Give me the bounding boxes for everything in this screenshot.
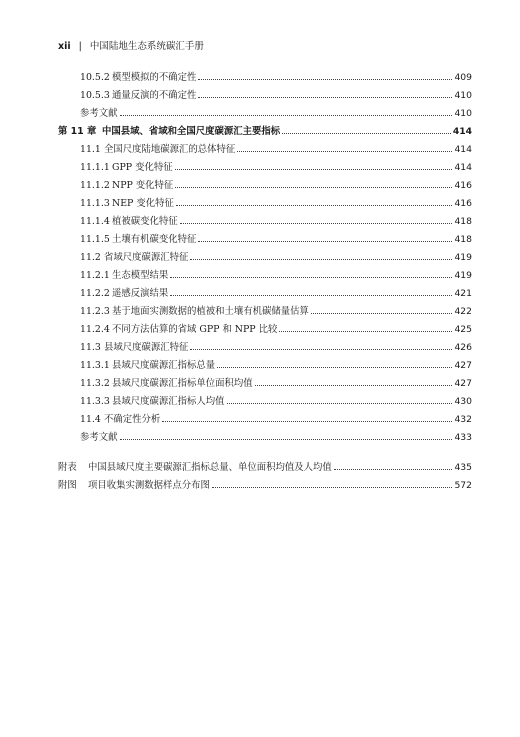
toc-entry-title: GPP 变化特征	[112, 162, 173, 173]
toc-entry-title: 不确定性分析	[104, 414, 161, 425]
toc-entry-title: 省域尺度碳源汇特征	[104, 252, 189, 263]
toc-entry-page: 410	[454, 90, 472, 101]
toc-entry[interactable]	[80, 70, 472, 84]
dot-leader	[120, 106, 453, 116]
dot-leader	[170, 268, 452, 278]
toc-entry-number: 11.3.2	[80, 378, 110, 389]
dot-leader	[311, 304, 453, 314]
toc-entry-number: 11.2.1	[80, 270, 110, 281]
toc-entry[interactable]	[80, 142, 472, 156]
toc-entry-title: 不同方法估算的省域 GPP 和 NPP 比较	[112, 324, 278, 335]
toc-entry-title: 县域尺度碳源汇指标人均值	[112, 396, 225, 407]
dot-leader	[282, 124, 451, 134]
header-separator: |	[78, 41, 82, 52]
dot-leader	[198, 232, 452, 242]
toc-entry-page: 416	[454, 180, 472, 191]
toc-entry-page: 430	[454, 396, 472, 407]
toc-entry-page: 414	[454, 144, 472, 155]
dot-leader	[120, 430, 453, 440]
toc-entry[interactable]	[80, 412, 472, 426]
dot-leader	[227, 394, 453, 404]
toc-entry-title: 植被碳变化特征	[112, 216, 178, 227]
dot-leader	[175, 160, 453, 170]
toc-entry[interactable]	[80, 376, 472, 390]
toc-entry[interactable]	[80, 250, 472, 264]
toc-entry-title: NEP 变化特征	[112, 198, 174, 209]
dot-leader	[180, 214, 453, 224]
toc-entry[interactable]	[80, 358, 472, 372]
toc-entry-title: 中国县域尺度主要碳源汇指标总量、单位面积均值及人均值	[88, 462, 332, 473]
toc-entry-page: 427	[454, 378, 472, 389]
running-header	[58, 41, 480, 53]
toc-entry-title: 参考文献	[80, 432, 118, 443]
dot-leader	[175, 178, 452, 188]
toc-entry-page: 409	[454, 72, 472, 83]
dot-leader	[190, 340, 452, 350]
toc-entry-page: 418	[454, 216, 472, 227]
dot-leader	[176, 196, 453, 206]
toc-entry-number: 11.1.4	[80, 216, 110, 227]
toc-entry-page: 421	[454, 288, 472, 299]
toc-entry-title: NPP 变化特征	[112, 180, 174, 191]
dot-leader	[217, 358, 452, 368]
toc-entry-page: 435	[454, 462, 472, 473]
dot-leader	[198, 88, 452, 98]
toc-entry[interactable]	[80, 160, 472, 174]
dot-leader	[237, 142, 452, 152]
toc-entry[interactable]	[80, 304, 472, 318]
toc-entry-number: 11.2.3	[80, 306, 110, 317]
toc-entry[interactable]	[58, 478, 472, 492]
page-number: xii	[58, 41, 71, 52]
toc-entry-title: 生态模型结果	[112, 270, 169, 281]
toc-entry[interactable]	[58, 460, 472, 474]
toc-entry-page: 414	[454, 162, 472, 173]
toc-entry-title: 基于地面实测数据的植被和土壤有机碳储量估算	[112, 306, 309, 317]
toc-entry-title: 遥感反演结果	[112, 288, 169, 299]
dot-leader	[334, 460, 453, 470]
toc-entry-title: 土壤有机碳变化特征	[112, 234, 197, 245]
toc-entry[interactable]	[80, 178, 472, 192]
dot-leader	[162, 412, 452, 422]
toc-entry-page: 426	[454, 342, 472, 353]
toc-entry[interactable]	[80, 394, 472, 408]
toc-entry-page: 433	[454, 432, 472, 443]
toc-entry-title: 中国县域、省域和全国尺度碳源汇主要指标	[102, 126, 281, 137]
toc-entry-number: 11.2.2	[80, 288, 110, 299]
toc-entry-title: 县域尺度碳源汇指标单位面积均值	[112, 378, 253, 389]
toc-entry-title: 项目收集实测数据样点分布图	[88, 480, 210, 491]
toc-entry[interactable]	[80, 88, 472, 102]
dot-leader	[198, 70, 452, 80]
toc-entry[interactable]	[80, 106, 472, 120]
toc-entry-number: 11.1	[80, 144, 101, 155]
toc-entry[interactable]	[80, 430, 472, 444]
toc-entry-number: 11.2	[80, 252, 101, 263]
toc-entry[interactable]	[80, 268, 472, 282]
toc-entry-page: 422	[454, 306, 472, 317]
toc-entry-number: 10.5.3	[80, 90, 110, 101]
toc-entry-number: 11.3.3	[80, 396, 110, 407]
toc-entry-number: 附表	[58, 462, 77, 473]
toc-entry[interactable]	[80, 340, 472, 354]
dot-leader	[170, 286, 452, 296]
toc-entry-number: 11.3.1	[80, 360, 110, 371]
toc-entry-title: 县域尺度碳源汇特征	[104, 342, 189, 353]
toc-entry-title: 全国尺度陆地碳源汇的总体特征	[104, 144, 236, 155]
toc-entry-title: 县域尺度碳源汇指标总量	[112, 360, 216, 371]
toc-entry-number: 11.3	[80, 342, 101, 353]
toc-entry-number: 11.2.4	[80, 324, 110, 335]
toc-entry-page: 432	[454, 414, 472, 425]
toc-entry-page: 425	[454, 324, 472, 335]
toc-entry-page: 419	[454, 270, 472, 281]
toc-entry-number: 11.1.1	[80, 162, 110, 173]
dot-leader	[190, 250, 452, 260]
toc-entry-page: 418	[454, 234, 472, 245]
toc-entry-title: 参考文献	[80, 108, 118, 119]
toc-entry-number: 11.1.3	[80, 198, 110, 209]
toc-entry-number: 10.5.2	[80, 72, 110, 83]
toc-entry-page: 416	[454, 198, 472, 209]
toc-entry-number: 11.1.5	[80, 234, 110, 245]
toc-entry-page: 419	[454, 252, 472, 263]
toc-entry[interactable]	[80, 286, 472, 300]
toc-entry-page: 427	[454, 360, 472, 371]
toc-entry-number: 第 11 章	[58, 126, 97, 137]
toc-entry-page: 414	[452, 126, 472, 137]
book-title: 中国陆地生态系统碳汇手册	[89, 41, 204, 52]
dot-leader	[212, 478, 453, 488]
dot-leader	[255, 376, 453, 386]
toc-entry-page: 410	[454, 108, 472, 119]
toc-entry[interactable]	[80, 196, 472, 210]
toc-entry-page: 572	[454, 480, 472, 491]
toc-entry-number: 11.1.2	[80, 180, 110, 191]
toc-entry-title: 模型模拟的不确定性	[112, 72, 197, 83]
toc-entry[interactable]	[58, 124, 472, 138]
dot-leader	[279, 322, 452, 332]
toc-entry[interactable]	[80, 214, 472, 228]
toc-entry-title: 通量反演的不确定性	[112, 90, 197, 101]
toc-entry-number: 附图	[58, 480, 77, 491]
toc-entry[interactable]	[80, 322, 472, 336]
toc-entry-number: 11.4	[80, 414, 101, 425]
toc-entry[interactable]	[80, 232, 472, 246]
